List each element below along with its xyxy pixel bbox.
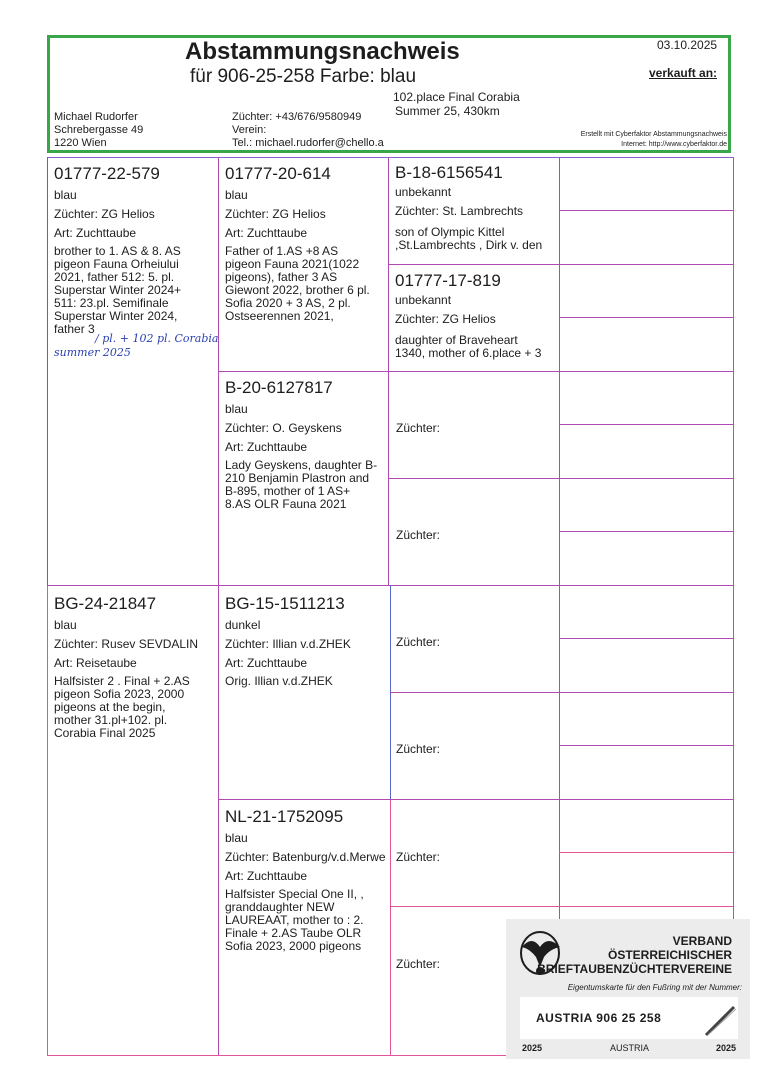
father-color: blau	[54, 188, 77, 202]
father-ring: 01777-22-579	[54, 164, 160, 183]
ff-type: Art: Zuchttaube	[225, 226, 308, 240]
owner-contact	[232, 111, 384, 150]
grid-g-7	[559, 852, 733, 853]
fff-color: unbekannt	[395, 185, 452, 199]
mm-type: Art: Zuchttaube	[225, 869, 308, 883]
ff-color: blau	[225, 188, 248, 202]
mmm-breeder-label: Züchter:	[396, 957, 441, 971]
ff-description: Father of 1.AS +8 AS pigeon Fauna 2021(1022 pigeons), father 3 AS Giewont 2022, brother 6 pl. Sofia 2020 + 3 AS, 2 pl. Ostseerennen 2021,	[225, 244, 370, 323]
credit-line-2: Internet: http://www.cyberfaktor.de	[621, 141, 727, 148]
fm-color: blau	[225, 402, 248, 416]
grid-h-906	[390, 906, 733, 907]
race-result	[393, 90, 520, 118]
mf-breeder: Züchter: Illian v.d.ZHEK	[225, 637, 351, 651]
fmm-breeder-label: Züchter:	[396, 528, 441, 542]
mff-breeder-label: Züchter:	[396, 635, 441, 649]
mm-cell	[225, 807, 393, 953]
grid-g-6	[559, 745, 733, 746]
mm-breeder: Züchter: Batenburg/v.d.Merwe	[225, 850, 386, 864]
software-credit	[520, 130, 727, 150]
card-org-line-1: VERBAND	[672, 934, 732, 948]
ffm-cell	[395, 271, 557, 360]
mother-type: Art: Reisetaube	[54, 656, 137, 670]
fff-ring: B-18-6156541	[395, 163, 503, 182]
mf-cell	[225, 594, 387, 688]
grid-g-1	[559, 210, 733, 211]
mother-breeder: Züchter: Rusev SEVDALIN	[54, 637, 199, 651]
handwritten-note-2: summer 2025	[54, 346, 131, 359]
result-line-2: Summer 25, 430km	[395, 104, 500, 118]
mm-ring: NL-21-1752095	[225, 807, 344, 826]
card-org-line-3: BRIEFTAUBENZÜCHTERVEREINE	[537, 962, 732, 976]
card-stamp-pen-icon	[702, 1003, 738, 1039]
document-title: Abstammungsnachweis	[185, 38, 460, 65]
mother-cell	[54, 594, 216, 740]
card-country: AUSTRIA	[610, 1043, 650, 1053]
fmf-breeder-label: Züchter:	[396, 421, 441, 435]
fff-cell	[395, 163, 557, 252]
grid-top-line	[47, 157, 733, 158]
contact-email: Tel.: michael.rudorfer@chello.a	[232, 137, 384, 149]
grid-h-692	[390, 692, 733, 693]
ffm-description: daughter of Braveheart 1340, mother of 6.place + 3	[395, 333, 542, 360]
card-year-right: 2025	[716, 1043, 737, 1053]
mf-description: Orig. Illian v.d.ZHEK	[225, 674, 333, 688]
contact-club: Verein:	[232, 124, 267, 136]
mother-ring: BG-24-21847	[54, 594, 157, 613]
contact-phone: Züchter: +43/676/9580949	[232, 111, 362, 123]
fm-cell	[225, 378, 387, 511]
fff-breeder: Züchter: St. Lambrechts	[395, 204, 524, 218]
fm-breeder: Züchter: O. Geyskens	[225, 421, 342, 435]
result-line-1: 102.place Final Corabia	[393, 90, 520, 104]
ffm-color: unbekannt	[395, 293, 452, 307]
fm-ring: B-20-6127817	[225, 378, 333, 397]
property-card	[506, 919, 750, 1059]
sold-to-label: verkauft an:	[649, 66, 718, 80]
owner-street: Schrebergasse 49	[54, 124, 144, 136]
card-org-line-2: ÖSTERREICHISCHER	[607, 948, 732, 962]
fm-type: Art: Zuchttaube	[225, 440, 308, 454]
mm-description: Halfsister Special One II, , granddaughter NEW LAUREAAT, mother to : 2. Finale + 2.AS Taube OLR Sofia 2023, 2000 pigeons	[225, 887, 364, 953]
document-subtitle: für 906-25-258 Farbe: blau	[190, 66, 417, 87]
handwritten-note-1: / pl. + 102 pl. Corabia	[95, 332, 219, 345]
grid-left-father	[47, 157, 48, 585]
document-date: 03.10.2025	[657, 38, 718, 52]
owner-city: 1220 Wien	[54, 137, 107, 149]
owner-address	[54, 111, 143, 150]
owner-name: Michael Rudorfer	[54, 111, 138, 123]
card-ring-number: AUSTRIA 906 25 258	[536, 1011, 662, 1025]
mfm-breeder-label: Züchter:	[396, 742, 441, 756]
grid-h-799	[218, 799, 733, 800]
mother-color: blau	[54, 618, 77, 632]
fff-description: son of Olympic Kittel ,St.Lambrechts , Dirk v. den	[395, 225, 543, 252]
grid-g-2	[559, 317, 733, 318]
ff-breeder: Züchter: ZG Helios	[225, 207, 326, 221]
ff-cell	[225, 164, 387, 323]
mmf-breeder-label: Züchter:	[396, 850, 441, 864]
grid-h-371	[218, 371, 733, 372]
mf-ring: BG-15-1511213	[225, 594, 345, 613]
grid-g-5	[559, 638, 733, 639]
mm-color: blau	[225, 831, 248, 845]
grid-g-3	[559, 424, 733, 425]
ffm-breeder: Züchter: ZG Helios	[395, 312, 496, 326]
father-cell	[54, 164, 214, 336]
grid-g-4	[559, 531, 733, 532]
grid-h-478	[388, 478, 733, 479]
grid-col-2	[218, 157, 219, 1055]
father-breeder: Züchter: ZG Helios	[54, 207, 155, 221]
mf-color: dunkel	[225, 618, 261, 632]
card-property-text: Eigentumskarte für den Fußring mit der Nummer:	[567, 983, 742, 992]
ffm-ring: 01777-17-819	[395, 271, 501, 290]
father-description: brother to 1. AS & 8. AS pigeon Fauna Orheiului 2021, father 512: 5. pl. Superstar Winter 2024+ 511: 23.pl. Semifinale Superstar Winter 2024, father 3	[54, 244, 182, 336]
grid-h-264	[388, 264, 733, 265]
credit-line-1: Erstellt mit Cyberfaktor Abstammungsnachweis	[580, 131, 727, 138]
fm-description: Lady Geyskens, daughter B- 210 Benjamin Plastron and B-895, mother of 1 AS+ 8.AS OLR Fauna 2021	[225, 458, 378, 511]
father-type: Art: Zuchttaube	[54, 226, 137, 240]
mother-description: Halfsister 2 . Final + 2.AS pigeon Sofia 2023, 2000 pigeons at the begin, mother 31.pl+102. pl. Corabia Final 2025	[54, 674, 190, 740]
mf-type: Art: Zuchttaube	[225, 656, 308, 670]
grid-left-mother	[47, 585, 48, 1055]
ff-ring: 01777-20-614	[225, 164, 331, 183]
card-year-left: 2025	[522, 1043, 543, 1053]
